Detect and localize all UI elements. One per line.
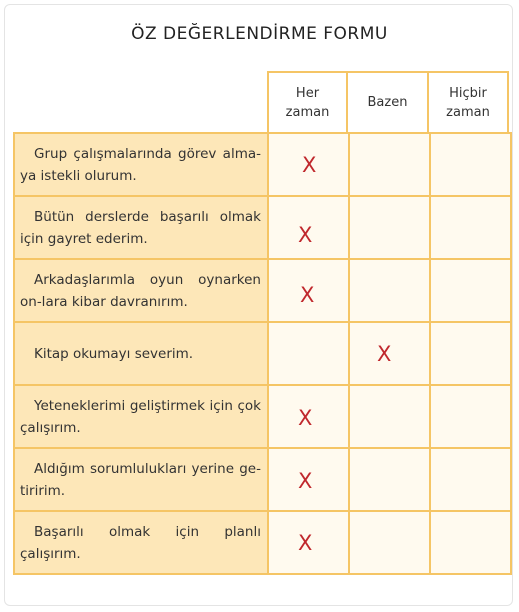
form-title: ÖZ DEĞERLENDİRME FORMU: [131, 24, 388, 44]
mark-cell-never[interactable]: [430, 448, 511, 511]
statement-cell: Yeteneklerimi geliştirmek için çok çalışırım.: [14, 385, 268, 448]
mark-cell-always[interactable]: [268, 133, 349, 196]
mark-cell-never[interactable]: [430, 259, 511, 322]
x-mark: X: [298, 530, 313, 555]
statement-cell: Aldığım sorumlulukları yerine ge-tiririm.: [14, 448, 268, 511]
x-mark: X: [298, 222, 313, 247]
mark-cell-always[interactable]: [268, 511, 349, 574]
assessment-table: [13, 132, 512, 575]
mark-cell-sometimes[interactable]: [349, 196, 430, 259]
x-mark: X: [300, 282, 315, 307]
mark-cell-never[interactable]: [430, 196, 511, 259]
mark-cell-never[interactable]: [430, 511, 511, 574]
mark-cell-always[interactable]: [268, 259, 349, 322]
mark-cell-always[interactable]: [268, 385, 349, 448]
column-header-line2: zaman: [446, 104, 490, 120]
table-row: [14, 385, 511, 448]
column-header-line2: zaman: [285, 104, 330, 120]
mark-cell-sometimes[interactable]: [349, 259, 430, 322]
mark-cell-never[interactable]: [430, 322, 511, 385]
x-mark: X: [298, 406, 313, 430]
x-mark: X: [298, 469, 313, 493]
mark-cell-sometimes[interactable]: [349, 511, 430, 574]
mark-cell-sometimes[interactable]: [349, 448, 430, 511]
x-mark: X: [377, 341, 392, 366]
statement-cell: Kitap okumayı severim.: [14, 322, 268, 385]
table-row: [14, 133, 511, 196]
statement-cell: Arkadaşlarımla oyun oynarken on-lara kibar davranırım.: [14, 259, 268, 322]
statement-cell: Grup çalışmalarında görev alma-ya istekli olurum.: [14, 133, 268, 196]
mark-cell-sometimes[interactable]: [349, 385, 430, 448]
table-row: [14, 511, 511, 574]
table-row: [14, 259, 511, 322]
column-header-line1: Bazen: [367, 95, 408, 110]
mark-cell-never[interactable]: [430, 133, 511, 196]
column-header-line1: Her: [295, 85, 320, 101]
mark-cell-never[interactable]: [430, 385, 511, 448]
mark-cell-sometimes[interactable]: [349, 322, 430, 385]
column-header-line1: Hiçbir: [449, 85, 487, 101]
column-header-never: [429, 71, 509, 132]
table-row: [14, 322, 511, 385]
column-header-sometimes: [348, 71, 429, 132]
statement-cell: Başarılı olmak için planlı çalışırım.: [14, 511, 268, 574]
statement-cell: Bütün derslerde başarılı olmak için gayret ederim.: [14, 196, 268, 259]
mark-cell-sometimes[interactable]: [349, 133, 430, 196]
table-row: [14, 196, 511, 259]
mark-cell-always[interactable]: [268, 196, 349, 259]
x-mark: X: [302, 152, 317, 177]
mark-cell-always[interactable]: [268, 322, 349, 385]
mark-cell-always[interactable]: [268, 448, 349, 511]
column-header-always: [267, 71, 348, 132]
table-row: [14, 448, 511, 511]
